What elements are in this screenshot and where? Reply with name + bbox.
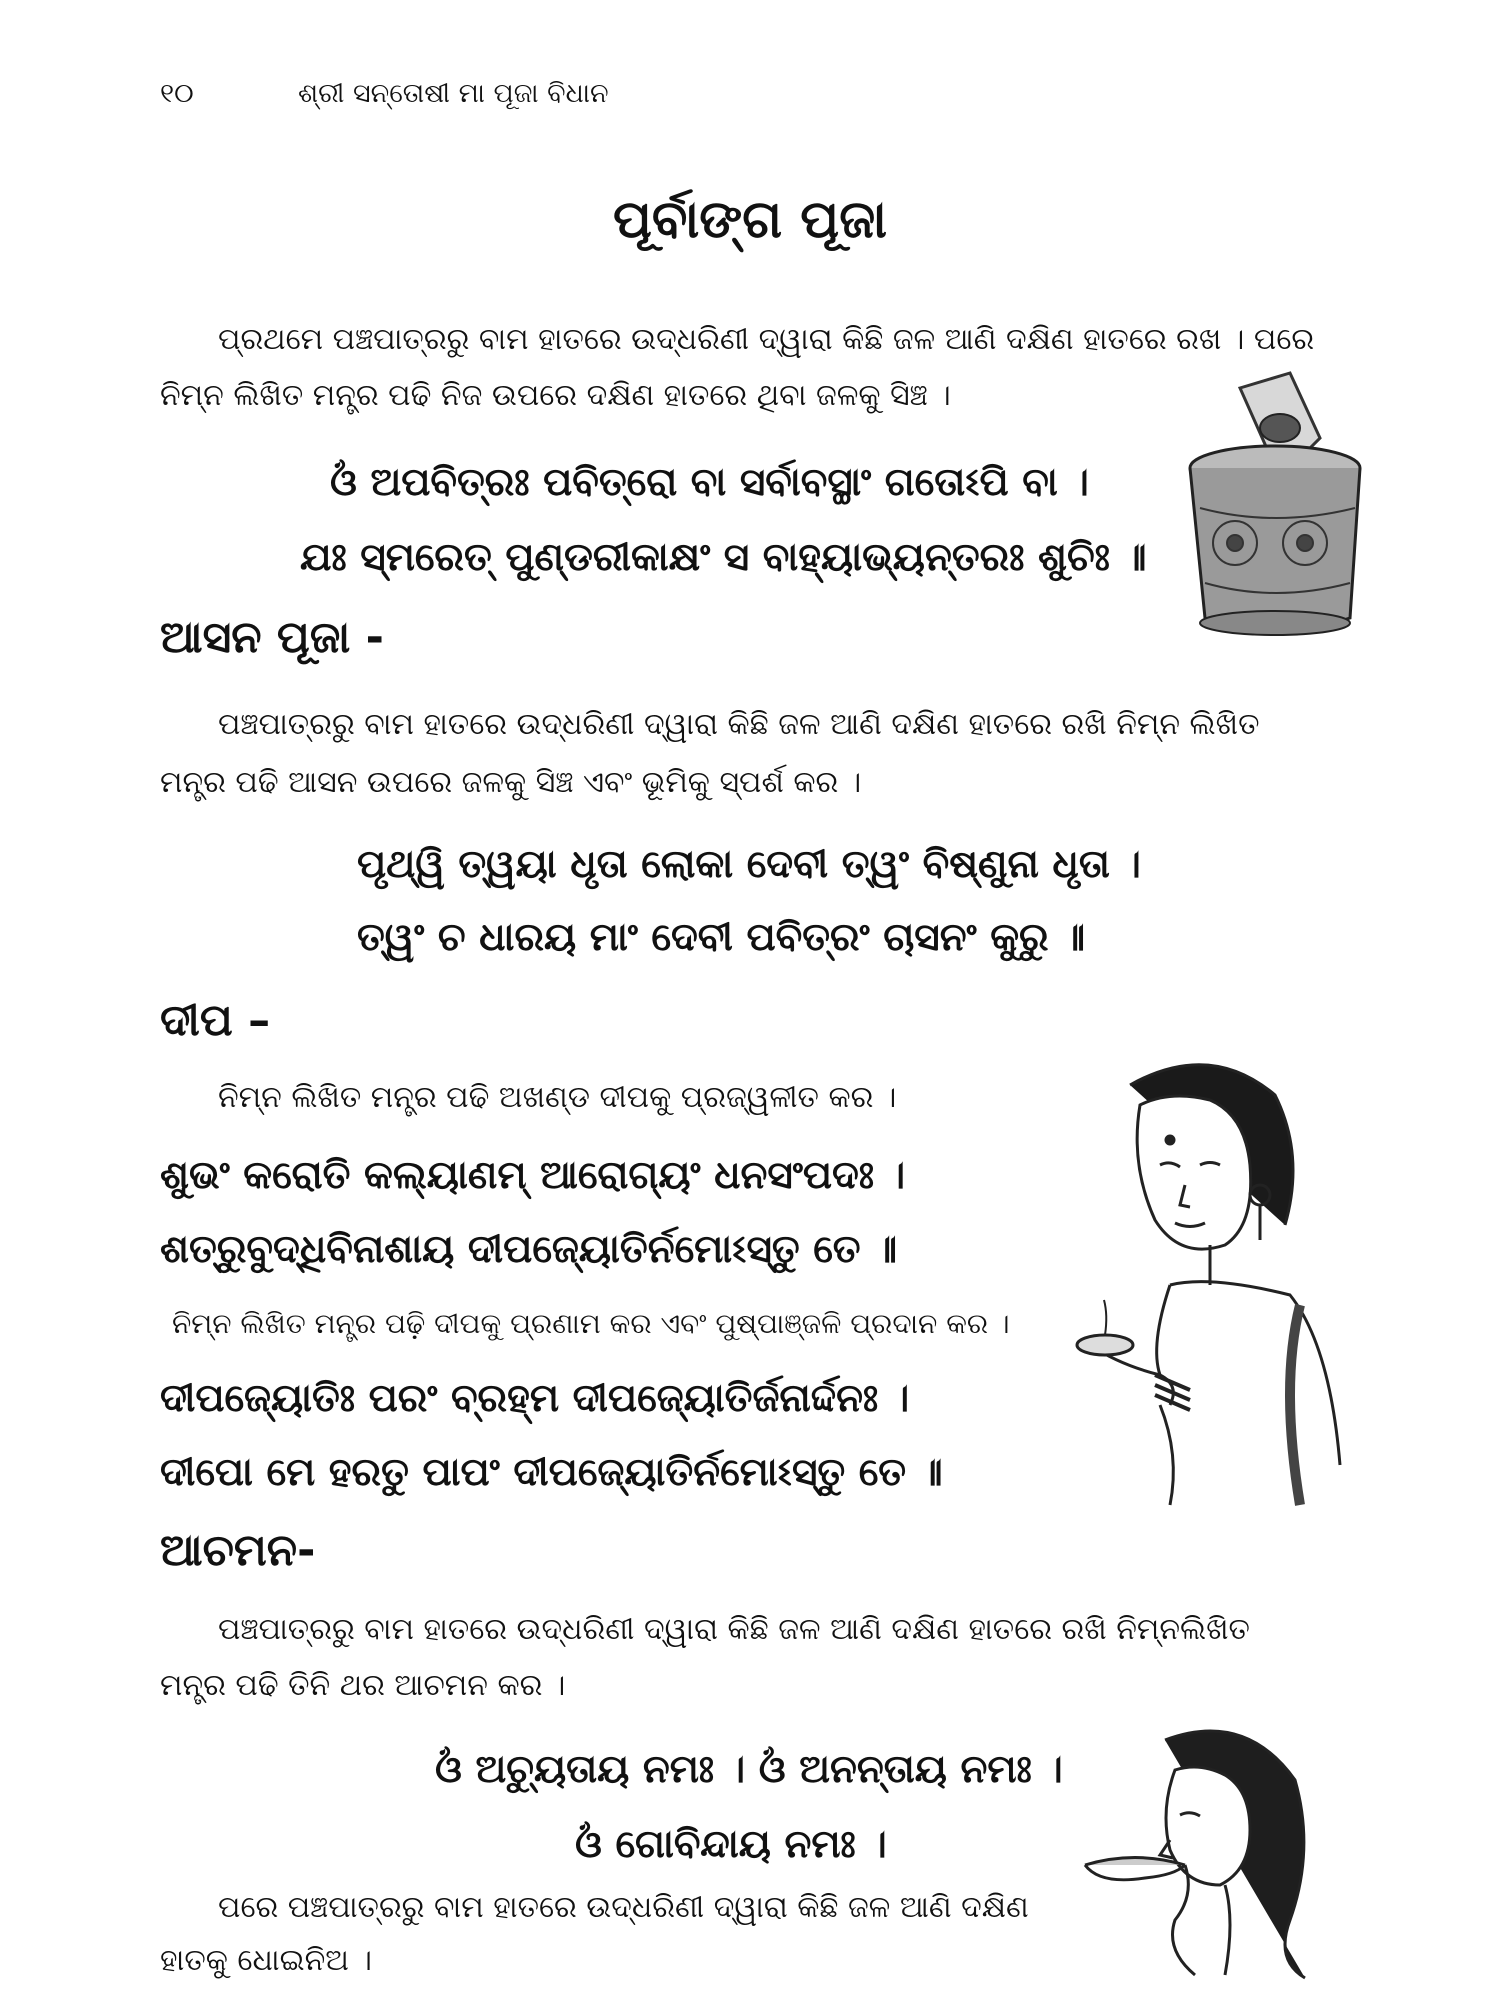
- person-sipping-water-illustration: [1075, 1720, 1325, 1980]
- deepa-mantra-4: ଦୀପୋ ମେ ହରତୁ ପାପଂ ଦୀପଜ୍ୟୋତିର୍ନମୋଽସ୍ତୁ ତେ ॥: [160, 1450, 943, 1495]
- page-title: ପୂର୍ବାଙ୍ଗ ପୂଜା: [613, 190, 887, 250]
- deepa-heading: ଦୀପ –: [160, 995, 271, 1046]
- achamana-mantra-2: ଓଁ ଗୋବିନ୍ଦାୟ ନମଃ ।: [575, 1822, 887, 1867]
- panchapatra-illustration: [1180, 368, 1370, 648]
- achamana-line-2: ମନ୍ତ୍ର ପଢି ତିନି ଥର ଆଚମନ କର ।: [160, 1668, 566, 1703]
- achamana-line-3: ପରେ ପଞ୍ଚପାତ୍ରରୁ ବାମ ହାତରେ ଉଦ୍ଧରିଣୀ ଦ୍ୱାରା କିଛି ଜଳ ଆଣି ଦକ୍ଷିଣ: [218, 1890, 1029, 1925]
- woman-with-lamp-illustration: [1060, 1045, 1360, 1515]
- deepa-mantra-3: ଦୀପଜ୍ୟୋତିଃ ପରଂ ବ୍ରହ୍ମ ଦୀପଜ୍ୟୋତିର୍ଜନାର୍ଦ୍ଦନଃ ।: [160, 1376, 910, 1421]
- achamana-heading: ଆଚମନ-: [160, 1525, 316, 1576]
- deepa-line-1: ନିମ୍ନ ଲିଖିତ ମନ୍ତ୍ର ପଢି ଅଖଣ୍ଡ ଦୀପକୁ ପ୍ରଜ୍ୱଳୀତ କର ।: [218, 1080, 897, 1115]
- page-number: ୧୦: [160, 78, 194, 109]
- deepa-mantra-2: ଶତ୍ରୁବୁଦ୍ଧିବିନାଶାୟ ଦୀପଜ୍ୟୋତିର୍ନମୋଽସ୍ତୁ ତେ ॥: [160, 1227, 898, 1272]
- asana-heading: ଆସନ ପୂଜା -: [160, 612, 384, 663]
- intro-mantra-1: ଓଁ ଅପବିତ୍ରଃ ପବିତ୍ରୋ ବା ସର୍ବାବସ୍ଥାଂ ଗତୋଽପି ବା ।: [330, 460, 1089, 505]
- intro-line-2: ନିମ୍ନ ଲିଖିତ ମନ୍ତ୍ର ପଢି ନିଜ ଉପରେ ଦକ୍ଷିଣ ହାତରେ ଥିବା ଜଳକୁ ସିଞ୍ଚ ।: [160, 378, 951, 413]
- asana-line-2: ମନ୍ତ୍ର ପଢି ଆସନ ଉପରେ ଜଳକୁ ସିଞ୍ଚ ଏବଂ ଭୂମିକୁ ସ୍ପର୍ଶ କର ।: [160, 765, 862, 800]
- book-title: ଶ୍ରୀ ସନ୍ତୋଷୀ ମା ପୂଜା ବିଧାନ: [298, 78, 609, 109]
- intro-mantra-2: ଯଃ ସ୍ମରେତ୍ ପୁଣ୍ଡରୀକାକ୍ଷଂ ସ ବାହ୍ୟାଭ୍ୟନ୍ତରଃ ଶୁଚିଃ ॥: [300, 535, 1147, 580]
- asana-mantra-1: ପୃଥ୍ୱି ତ୍ୱୟା ଧୃତା ଲୋକା ଦେବୀ ତ୍ୱଂ ବିଷ୍ଣୁନା ଧୃତା ।: [357, 842, 1141, 887]
- intro-line-1: ପ୍ରଥମେ ପଞ୍ଚପାତ୍ରରୁ ବାମ ହାତରେ ଉଦ୍ଧରିଣୀ ଦ୍ୱାରା କିଛି ଜଳ ଆଣି ଦକ୍ଷିଣ ହାତରେ ରଖ । ପରେ: [218, 322, 1315, 357]
- deepa-mantra-1: ଶୁଭଂ କରୋତି କଲ୍ୟାଣମ୍ ଆରୋଗ୍ୟଂ ଧନସଂପଦଃ ।: [160, 1153, 906, 1198]
- asana-mantra-2: ତ୍ୱଂ ଚ ଧାରୟ ମାଂ ଦେବୀ ପବିତ୍ରଂ ଚାସନଂ କୁରୁ ॥: [357, 915, 1086, 960]
- achamana-line-1: ପଞ୍ଚପାତ୍ରରୁ ବାମ ହାତରେ ଉଦ୍ଧରିଣୀ ଦ୍ୱାରା କିଛି ଜଳ ଆଣି ଦକ୍ଷିଣ ହାତରେ ରଖି ନିମ୍ନଲିଖିତ: [218, 1612, 1250, 1647]
- deepa-line-2: ନିମ୍ନ ଲିଖିତ ମନ୍ତ୍ର ପଢ଼ି ଦୀପକୁ ପ୍ରଣାମ କର ଏବଂ ପୁଷ୍ପାଞ୍ଜଳି ପ୍ରଦାନ କର ।: [172, 1307, 1010, 1340]
- achamana-mantra-1: ଓଁ ଅଚ୍ୟୁତାୟ ନମଃ । ଓଁ ଅନନ୍ତାୟ ନମଃ ।: [435, 1747, 1063, 1792]
- achamana-line-4: ହାତକୁ ଧୋଇନିଅ ।: [160, 1943, 372, 1978]
- asana-line-1: ପଞ୍ଚପାତ୍ରରୁ ବାମ ହାତରେ ଉଦ୍ଧରିଣୀ ଦ୍ୱାରା କିଛି ଜଳ ଆଣି ଦକ୍ଷିଣ ହାତରେ ରଖି ନିମ୍ନ ଲିଖିତ: [218, 707, 1260, 742]
